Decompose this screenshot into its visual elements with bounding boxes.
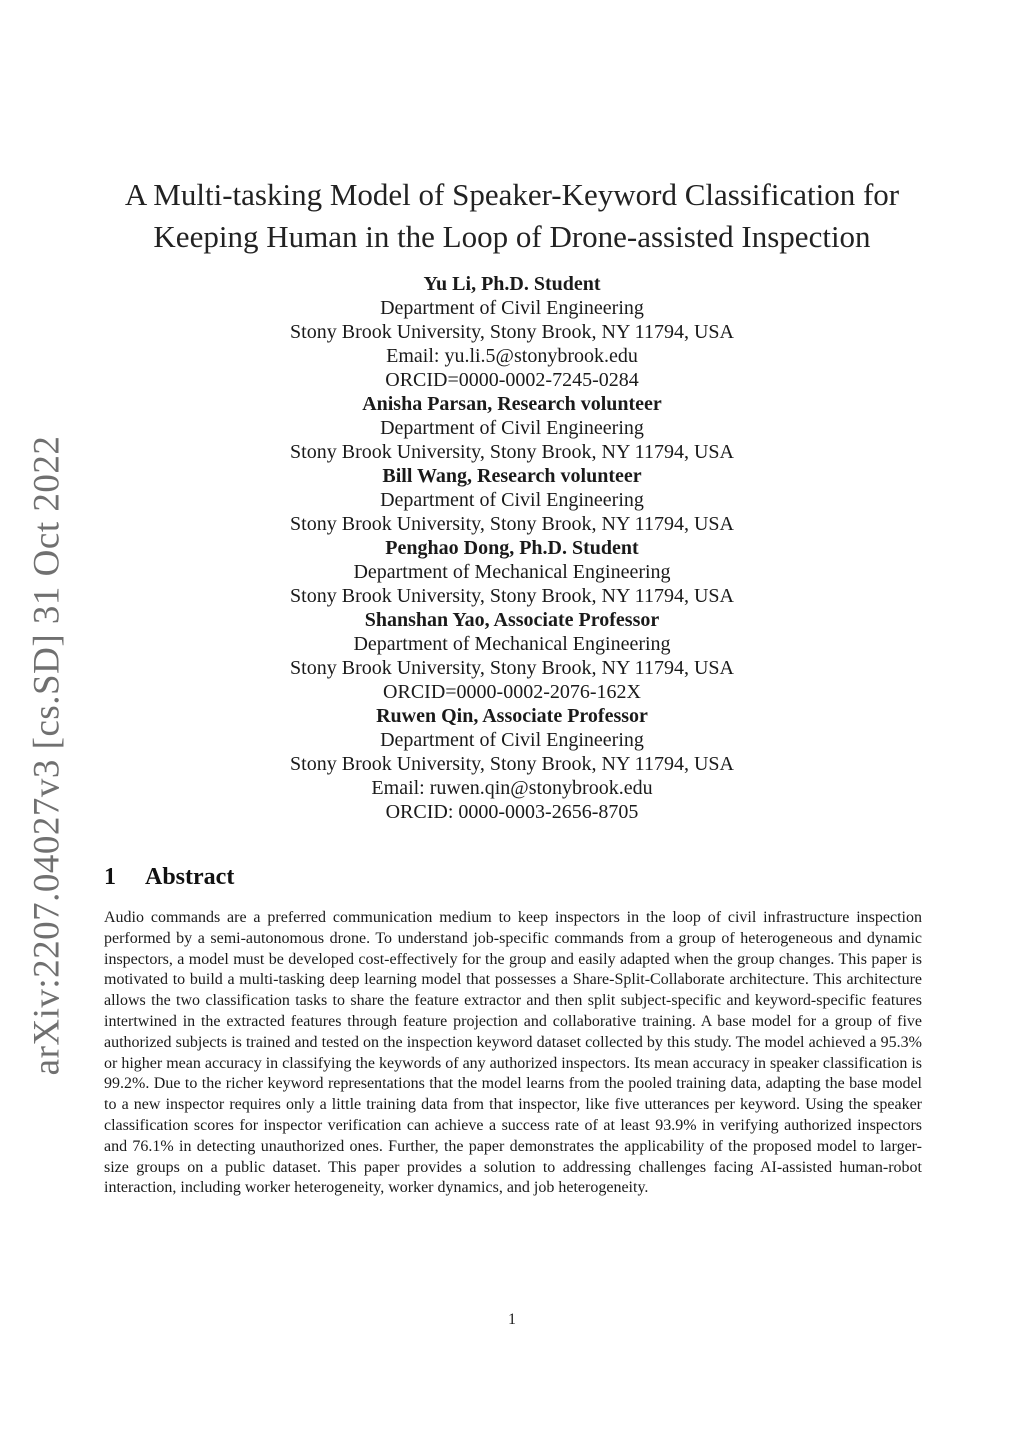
author-name: Yu Li, Ph.D. Student [423, 273, 601, 295]
author-name: Bill Wang, Research volunteer [382, 465, 642, 487]
section-title: Abstract [145, 864, 235, 890]
paper-title-line-1: A Multi-tasking Model of Speaker-Keyword Classification for [124, 177, 900, 212]
author-affiliation: Stony Brook University, Stony Brook, NY 11794, USA [290, 513, 734, 535]
author-department: Department of Mechanical Engineering [353, 633, 671, 655]
author-affiliation: Stony Brook University, Stony Brook, NY 11794, USA [290, 753, 734, 775]
section-heading-abstract [104, 864, 234, 891]
paper-title [0, 174, 1024, 258]
abstract-paragraph: Audio commands are a preferred communication medium to keep inspectors in the loop of civil infrastructure inspection performed by a semi-autonomous drone. To understand job-specific commands from a group of heterogeneous and dynamic inspectors, a model must be developed cost-effectively for the group and easily adapted when the group changes. This paper is motivated to build a multi-tasking deep learning model that possesses a Share-Split-Collaborate architecture. This architecture allows the two classification tasks to share the feature extractor and then split subject-specific and keyword-specific features intertwined in the extracted features through feature projection and collaborative training. A base model for a group of five authorized subjects is trained and tested on the inspection keyword dataset collected by this study. The model achieved a 95.3% or higher mean accuracy in classifying the keywords of any authorized inspectors. Its mean accuracy in speaker classification is 99.2%. Due to the richer keyword representations that the model learns from the pooled training data, adapting the base model to a new inspector requires only a little training data from that inspector, like five utterances per keyword. Using the speaker classification scores for inspector verification can achieve a success rate of at least 93.9% in verifying authorized inspectors and 76.1% in detecting unauthorized ones. Further, the paper demonstrates the applicability of the proposed model to larger-size groups on a public dataset. This paper provides a solution to addressing challenges facing AI-assisted human-robot interaction, including worker heterogeneity, worker dynamics, and job heterogeneity. [104, 909, 922, 1197]
author-department: Department of Civil Engineering [380, 489, 644, 511]
author-affiliation: Stony Brook University, Stony Brook, NY 11794, USA [290, 321, 734, 343]
author-orcid: ORCID: 0000-0003-2656-8705 [385, 801, 639, 823]
section-number: 1 [104, 864, 116, 890]
author-email: Email: ruwen.qin@stonybrook.edu [371, 777, 653, 799]
author-block [0, 272, 1024, 824]
author-name: Shanshan Yao, Associate Professor [364, 609, 660, 631]
page-number: 1 [508, 1311, 516, 1328]
author-department: Department of Civil Engineering [380, 729, 644, 751]
author-affiliation: Stony Brook University, Stony Brook, NY 11794, USA [290, 585, 734, 607]
author-name: Anisha Parsan, Research volunteer [362, 393, 662, 415]
author-name: Penghao Dong, Ph.D. Student [385, 537, 639, 559]
author-email: Email: yu.li.5@stonybrook.edu [386, 345, 638, 367]
author-department: Department of Civil Engineering [380, 417, 644, 439]
author-department: Department of Civil Engineering [380, 297, 644, 319]
arxiv-identifier-text: arXiv:2207.04027v3 [cs.SD] 31 Oct 2022 [26, 435, 68, 1075]
author-affiliation: Stony Brook University, Stony Brook, NY 11794, USA [290, 441, 734, 463]
author-orcid: ORCID=0000-0002-2076-162X [383, 681, 641, 703]
author-department: Department of Mechanical Engineering [353, 561, 671, 583]
author-orcid: ORCID=0000-0002-7245-0284 [385, 369, 639, 391]
paper-title-line-2: Keeping Human in the Loop of Drone-assisted Inspection [153, 219, 871, 254]
author-name: Ruwen Qin, Associate Professor [376, 705, 648, 727]
author-affiliation: Stony Brook University, Stony Brook, NY 11794, USA [290, 657, 734, 679]
